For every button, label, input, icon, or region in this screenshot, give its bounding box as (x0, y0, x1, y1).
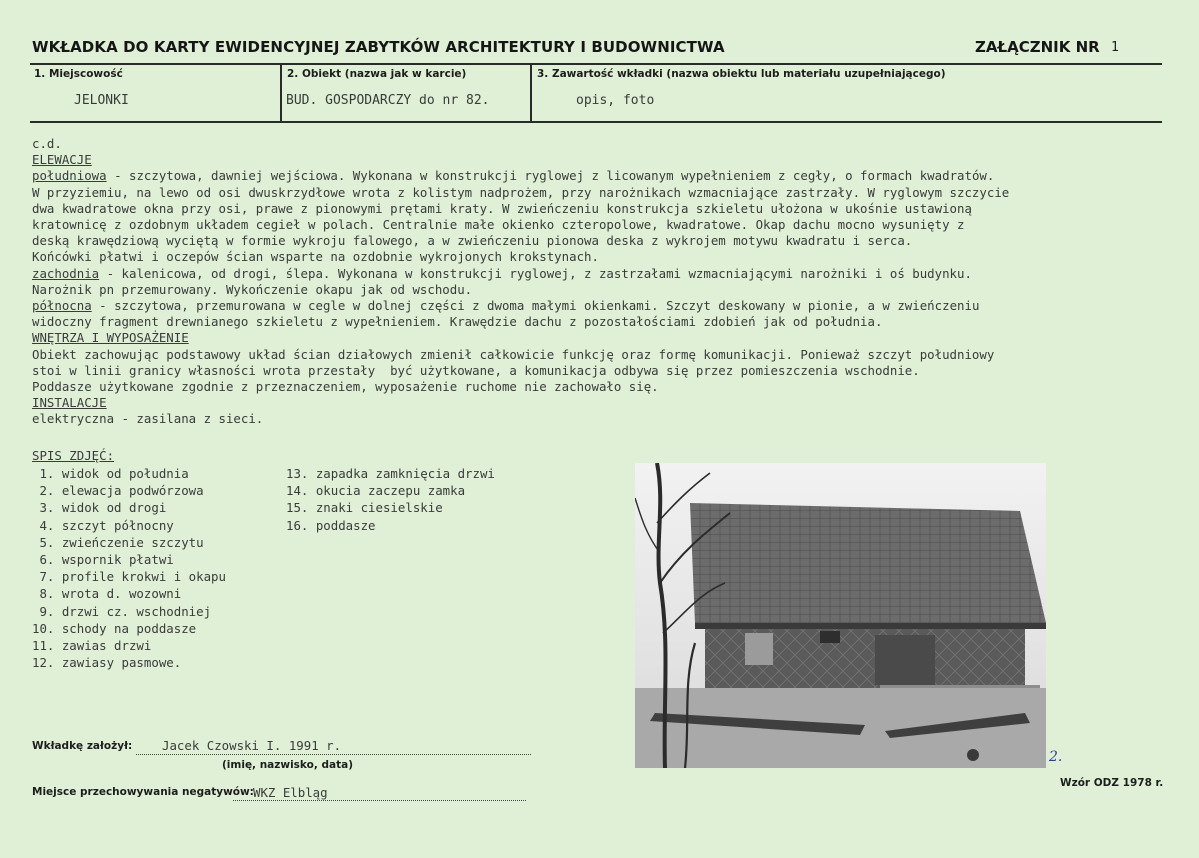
north-text-line: - szczytowa, przemurowana w cegle w dolnej części z dwoma małymi okienkami. Szczyt deskowany w pionie, a w zwieńczeniu (91, 298, 980, 314)
field-divider-1 (280, 63, 282, 122)
photo-list-item: 3. widok od drogi (32, 500, 167, 516)
prepared-by-value: Jacek Czowski I. 1991 r. (162, 738, 342, 753)
photo-list-item: 7. profile krokwi i okapu (32, 569, 226, 585)
south-elevation-line (32, 168, 1182, 184)
photo-number: 2. (1049, 749, 1063, 765)
object-value: BUD. GOSPODARCZY do nr 82. (286, 93, 490, 108)
form-title: WKŁADKA DO KARTY EWIDENCYJNEJ ZABYTKÓW ARCHITEKTURY I BUDOWNICTWA (32, 38, 725, 56)
locality-label: 1. Miejscowość (34, 68, 123, 80)
photo-list-column-1 (32, 465, 226, 671)
photo-list-item: 13. zapadka zamknięcia drzwi (286, 466, 495, 481)
photo-list-item: 12. zawiasy pasmowe. (32, 655, 182, 671)
barn-photo-illustration (635, 463, 1046, 768)
photo-list-item: 2. elewacja podwórzowa (32, 483, 204, 499)
south-text-line: dwa kwadratowe okna przy osi, prawe z pionowymi prętami kraty. W zwieńczeniu konstrukcja szkieletu ułożona w ukośnie ustawioną (32, 200, 972, 216)
continuation-mark: c.d. (32, 136, 62, 151)
photo-list-item: 6. wspornik płatwi (32, 552, 174, 568)
prepared-by-note: (imię, nazwisko, data) (222, 759, 353, 771)
north-term: północna (32, 298, 92, 314)
photo-list-item: 9. drzwi cz. wschodniej (32, 603, 212, 619)
interior-text-line: stoi w linii granicy własności wrota przestały być użytkowane, a komunikacja odbywa się przez pomieszczenia wschodnie. (32, 362, 920, 378)
photo-list-item: 5. zwieńczenie szczytu (32, 534, 204, 550)
south-text-line: - szczytowa, dawniej wejściowa. Wykonana w konstrukcji ryglowej z licowanym wypełnieniem z cegły, o formach kwadratów. (106, 168, 995, 184)
negatives-storage-label: Miejsce przechowywania negatywów: (32, 786, 254, 798)
photo-list-item: 1. widok od południa (32, 466, 189, 481)
south-text-line: W przyziemiu, na lewo od osi dwuskrzydłowe wrota z kolistym nadprożem, przy narożnikach wzmacniające zastrzały. W ryglowym szczycie (32, 184, 1010, 200)
description-body (32, 136, 1182, 428)
south-term: południowa (32, 168, 107, 184)
form-model: Wzór ODZ 1978 r. (1060, 777, 1164, 789)
north-text-line: widoczny fragment drewnianego szkieletu z wypełnieniem. Krawędzie dachu z pozostałościami zdobień jak od południa. (32, 314, 883, 330)
photo-list-item: 14. okucia zaczepu zamka (286, 483, 466, 499)
photo-list-item: 11. zawias drzwi (32, 638, 152, 654)
field-divider-2 (530, 63, 532, 122)
negatives-storage-value: WKZ Elbląg (253, 785, 328, 800)
west-elevation-line (32, 266, 1182, 282)
west-text-line: Narożnik pn przemurowany. Wykończenie okapu jak od wschodu. (32, 281, 473, 297)
photo-list-item: 10. schody na poddasze (32, 620, 197, 636)
content-value: opis, foto (576, 93, 655, 108)
header-rule-bottom (30, 121, 1162, 123)
photo-list-item: 16. poddasze (286, 517, 376, 533)
west-text-line: - kalenicowa, od drogi, ślepa. Wykonana w konstrukcji ryglowej, z zastrzałami wzmacniającymi narożniki i oś budynku. (99, 265, 972, 281)
attachment-label: ZAŁĄCZNIK NR (975, 38, 1100, 56)
photo-list-column-2 (286, 465, 495, 534)
west-term: zachodnia (32, 265, 100, 281)
south-text-line: Końcówki płatwi i oczepów ścian wsparte na ozdobnie wykrojonych krokstynach. (32, 249, 599, 265)
object-label: 2. Obiekt (nazwa jak w karcie) (287, 68, 467, 80)
north-elevation-line (32, 298, 1182, 314)
attachment-number: 1 (1111, 40, 1119, 55)
prepared-by-label: Wkładkę założył: (32, 740, 133, 752)
interior-heading: WNĘTRZA I WYPOSAŻENIE (32, 330, 189, 346)
photo-list-item: 4. szczyt północny (32, 517, 174, 533)
interior-text-line: Obiekt zachowując podstawowy układ ścian działowych zmienił całkowicie funkcję oraz formę komunikacji. Ponieważ szczyt południowy (32, 346, 995, 362)
south-text-line: deską krawędziową wyciętą w formie wykroju falowego, a w zwieńczeniu pionowa deska z wykrojem motywu kwadratu i serca. (32, 233, 913, 249)
building-photo (635, 463, 1046, 768)
photo-list-item: 15. znaki ciesielskie (286, 500, 443, 516)
content-label: 3. Zawartość wkładki (nazwa obiektu lub materiału uzupełniającego) (537, 68, 946, 80)
locality-value: JELONKI (74, 93, 129, 108)
installations-heading: INSTALACJE (32, 395, 107, 411)
photo-list-heading: SPIS ZDJĘĆ: (32, 448, 115, 463)
elevation-heading: ELEWACJE (32, 152, 92, 168)
south-text-line: kratownicę z ozdobnym układem cegieł w polach. Centralnie małe okienko czteropolowe, kwadratowe. Okap dachu mocno wysunięty z (32, 217, 965, 233)
installations-text: elektryczna - zasilana z sieci. (32, 411, 264, 427)
photo-list-item: 8. wrota d. wozowni (32, 586, 182, 602)
interior-text-line: Poddasze użytkowane zgodnie z przeznaczeniem, wyposażenie ruchome nie zachowało się. (32, 379, 659, 395)
header-rule-top (30, 63, 1162, 65)
